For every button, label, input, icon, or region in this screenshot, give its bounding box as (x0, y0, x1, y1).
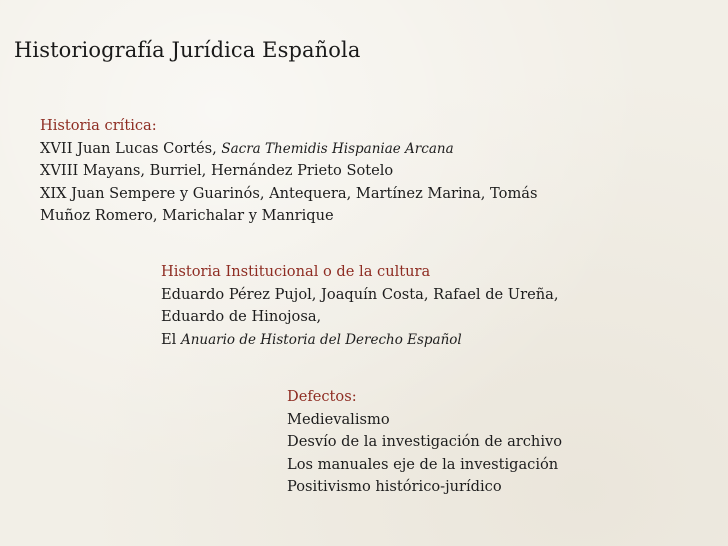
critica-line-2: XVIII Mayans, Burriel, Hernández Prieto Sotelo (40, 162, 394, 179)
critica-line-3: XIX Juan Sempere y Guarinós, Antequera, Martínez Marina, Tomás (40, 184, 538, 202)
institucional-line-1: Eduardo Pérez Pujol, Joaquín Costa, Rafael de Ureña, (161, 285, 559, 303)
institucional-line-3 (161, 329, 558, 352)
historia-institucional-heading: Historia Institucional o de la cultura (161, 263, 431, 280)
institucional-line-3-title: Anuario de Historia del Derecho Español (180, 331, 462, 348)
slide-title: Historiografía Jurídica Española (14, 38, 361, 62)
institucional-line-3-text: El (161, 330, 181, 348)
institucional-line-2: Eduardo de Hinojosa, (161, 308, 322, 325)
defectos-heading: Defectos: (287, 388, 357, 405)
defectos-item: Desvío de la investigación de archivo (287, 433, 563, 450)
historia-institucional-block (161, 261, 558, 351)
defectos-block (287, 386, 562, 499)
critica-line-1-title: Sacra Themidis Hispaniae Arcana (221, 140, 454, 157)
defectos-item: Positivismo histórico-jurídico (287, 478, 502, 495)
critica-line-4: Muñoz Romero, Marichalar y Manrique (40, 207, 334, 224)
historia-critica-block (40, 115, 537, 228)
defectos-item: Medievalismo (287, 410, 390, 428)
critica-line-1 (40, 138, 537, 161)
historia-critica-heading: Historia crítica: (40, 117, 157, 134)
defectos-item: Los manuales eje de la investigación (287, 455, 559, 473)
critica-line-1-text: XVII Juan Lucas Cortés, (40, 139, 222, 157)
